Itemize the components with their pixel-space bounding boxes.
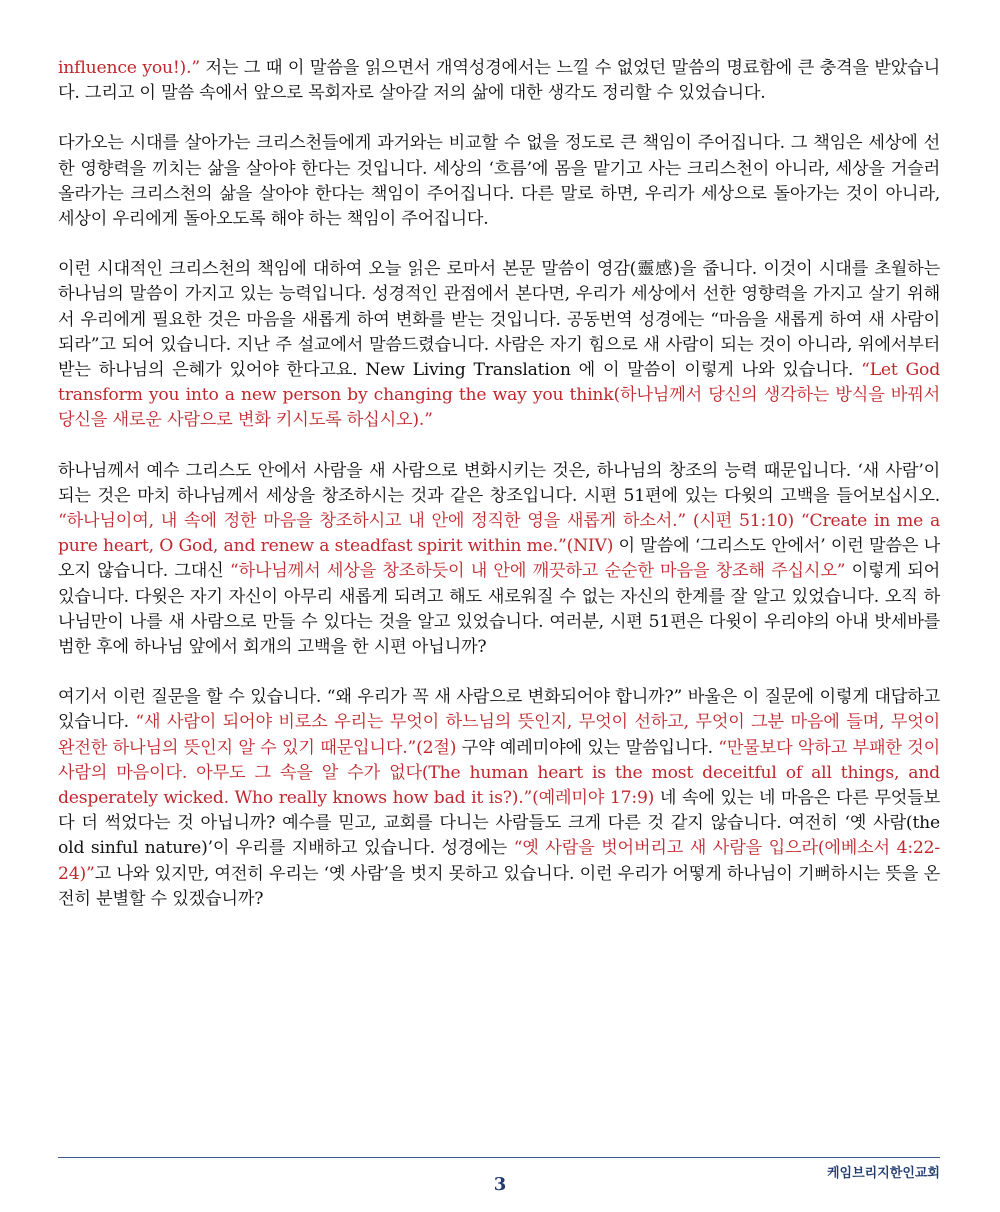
paragraph-3 <box>58 257 940 433</box>
body-text: 저는 그 때 이 말씀을 읽으면서 개역성경에서는 느낄 수 없었던 말씀의 명료함에 큰 충격을 받았습니다. 그리고 이 말씀 속에서 앞으로 목회자로 살아갈 저의 삶에 대한 생각도 정리할 수 있었습니다. <box>58 58 940 104</box>
quote-text: “새 사람이 되어야 비로소 우리는 무엇이 하느님의 뜻인지, 무엇이 선하고, 무엇이 그분 마음에 들며, 무엇이 완전한 하나님의 뜻인지 알 수 있기 때문입니다.”(2절) <box>58 712 941 758</box>
paragraph-2 <box>58 131 940 232</box>
body-text: 여기서 이런 질문을 할 수 있습니다. “왜 우리가 꼭 새 사람으로 변화되어야 합니까?” 바울은 이 질문에 이렇게 대답하고 있습니다. <box>58 687 940 733</box>
body-text: 이런 시대적인 크리스천의 책임에 대하여 오늘 읽은 로마서 본문 말씀이 영감(靈感)을 줍니다. 이것이 시대를 초월하는 하나님의 말씀이 가지고 있는 능력입니다. 성경적인 관점에서 본다면, 우리가 세상에서 선한 영향력을 가지고 살기 위해서 우리에게 필요한 것은 마음을 새롭게 하여 변화를 받는 것입니다. 공동번역 성경에는 “마음을 새롭게 하여 새 사람이 되라”고 되어 있습니다. 지난 주 설교에서 말씀드렸습니다. 사람은 자기 힘으로 새 사람이 되는 것이 아니라, 위에서부터 받는 하나님의 은혜가 있어야 한다고요. New Living Translation 에 이 말씀이 이렇게 나와 있습니다. <box>58 259 940 381</box>
body-text: 하나님께서 예수 그리스도 안에서 사람을 새 사람으로 변화시키는 것은, 하나님의 창조의 능력 때문입니다. ‘새 사람’이 되는 것은 마치 하나님께서 세상을 창조하시는 것과 같은 창조입니다. 시편 51편에 있는 다윗의 고백을 들어보십시오. <box>58 460 940 506</box>
page-number: 3 <box>493 1174 507 1195</box>
quote-text: “만물보다 악하고 부패한 것이 사람의 마음이다. 아무도 그 속을 알 수가 없다(The human heart is the most deceitful of all things, and desperately wicked. Who really knows how bad it is?).”(예레미야 17:9) <box>58 737 940 809</box>
quote-text: “하나님께서 세상을 창조하듯이 내 안에 깨끗하고 순순한 마음을 창조해 주십시오” <box>229 561 846 582</box>
body-text: 구약 예레미야에 있는 말씀입니다. <box>456 737 719 758</box>
body-text: 다가오는 시대를 살아가는 크리스천들에게 과거와는 비교할 수 없을 정도로 큰 책임이 주어집니다. 그 책임은 세상에 선한 영향력을 끼치는 삶을 살아야 한다는 것입니다. 세상의 ‘흐름’에 몸을 맡기고 사는 크리스천이 아니라, 세상을 거슬러올라가는 크리스천의 삶을 살아야 한다는 책임이 주어집니다. 다른 말로 하면, 우리가 세상으로 돌아가는 것이 아니라, 세상이 우리에게 돌아오도록 해야 하는 책임이 주어집니다. <box>58 133 940 230</box>
body-text: 고 나와 있지만, 여전히 우리는 ‘옛 사람’을 벗지 못하고 있습니다. 이런 우리가 어떻게 하나님이 기뻐하시는 뜻을 온전히 분별할 수 있겠습니까? <box>58 863 940 909</box>
quote-text: “옛 사람을 벗어버리고 새 사람을 입으라(에베소서 4:22-24)” <box>58 838 940 884</box>
body-text: 이 말씀에 ‘그리스도 안에서’ 이런 말씀은 나오지 않습니다. 그대신 <box>58 536 940 582</box>
paragraph-4 <box>58 459 940 661</box>
sermon-body <box>58 56 940 937</box>
body-text: 네 속에 있는 네 마음은 다른 무엇들보다 더 썩었다는 것 아닙니까? 예수를 믿고, 교회를 다니는 사람들도 크게 다른 것 같지 않습니다. 여전히 ‘옛 사람(the old sinful nature)’이 우리를 지배하고 있습니다. 성경에는 <box>58 788 941 859</box>
footer-divider <box>58 1157 940 1158</box>
paragraph-1 <box>58 56 940 106</box>
paragraph-5 <box>58 685 940 912</box>
quote-text: influence you!).” <box>58 58 200 78</box>
quote-text: “하나님이여, 내 속에 정한 마음을 창조하시고 내 안에 정직한 영을 새롭게 하소서.” (시편 51:10) “Create in me a pure heart, O God, and renew a steadfast spirit within me.”(NIV) <box>58 511 940 557</box>
quote-text: “Let God transform you into a new person by changing the way you think(하나님께서 당신의 생각하는 방식을 바꿔서 당신을 새로운 사람으로 변화 키시도록 하십시오).” <box>58 360 940 431</box>
body-text: 이렇게 되어 있습니다. 다윗은 자기 자신이 아무리 새롭게 되려고 해도 새로워질 수 없는 자신의 한계를 잘 알고 있었습니다. 오직 하나님만이 나를 새 사람으로 만들 수 있다는 것을 알고 있었습니다. 여러분, 시편 51편은 다윗이 우리야의 아내 밧세바를 범한 후에 하나님 앞에서 회개의 고백을 한 시편 아닙니까? <box>58 561 941 658</box>
church-name: 케임브리지한인교회 <box>826 1166 940 1181</box>
